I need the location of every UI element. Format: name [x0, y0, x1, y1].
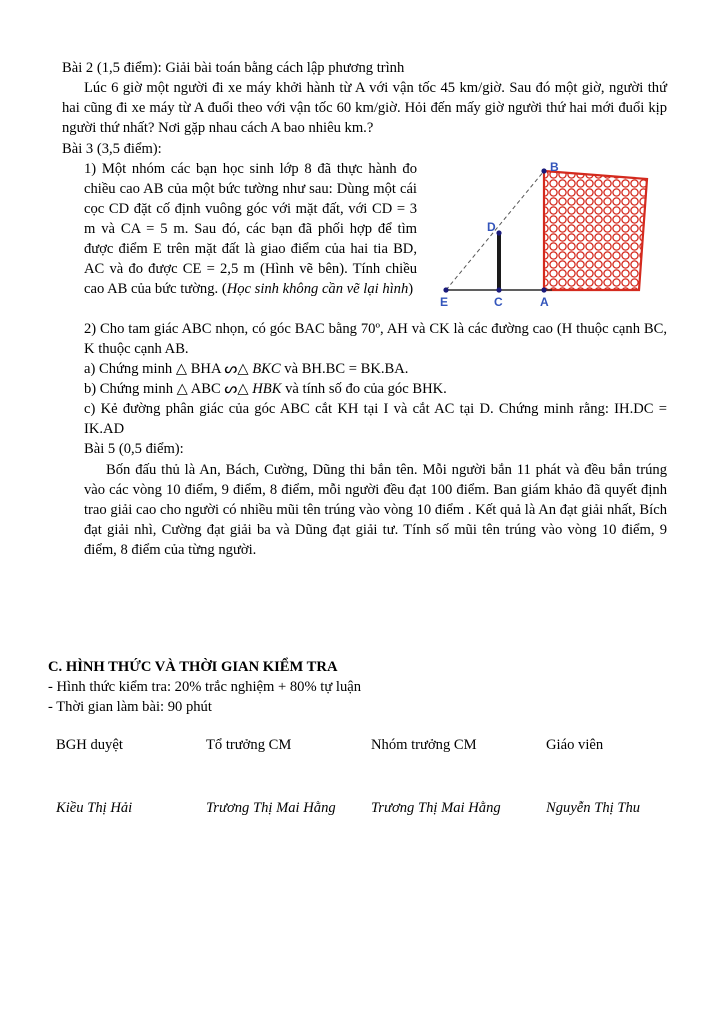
label-D: D: [487, 219, 496, 234]
point-B: [541, 168, 546, 173]
section-c-heading: C. HÌNH THỨC VÀ THỜI GIAN KIỂM TRA: [48, 659, 338, 675]
label-A: A: [540, 294, 549, 309]
label-E: E: [440, 294, 449, 309]
section-c-block: [48, 655, 678, 817]
point-D: [496, 230, 501, 235]
signature-name-giao-vien: Nguyễn Thị Thu: [546, 800, 641, 817]
bai2-heading: Bài 2 (1,5 điểm): Giải bài toán bằng cách lập phương trình: [62, 60, 405, 76]
geometry-figure: [432, 161, 667, 319]
bai5-heading: Bài 5 (0,5 điểm):: [84, 441, 184, 458]
bai3-part-a-italic: BKC: [252, 360, 281, 377]
bai3-part-a-pre: a) Chứng minh △ BHA ᔕ△: [84, 360, 253, 377]
wall-shape: [544, 171, 647, 290]
bai3-part-a: [62, 359, 667, 379]
point-E: [443, 287, 448, 292]
bai3-part-b: [62, 379, 667, 399]
signature-name-bgh: Kiều Thị Hải: [56, 800, 133, 817]
signature-role-nhom-truong: Nhóm trưởng CM: [371, 737, 477, 754]
bai3-part-c: c) Kẻ đường phân giác của góc ABC cắt KH tại I và cắt AC tại D. Chứng minh rằng: IH.DC = IK.AD: [84, 401, 667, 438]
signature-name-nhom-truong: Trương Thị Mai Hằng: [371, 800, 501, 817]
signature-role-giao-vien: Giáo viên: [546, 737, 604, 754]
bai2-body: Lúc 6 giờ một người đi xe máy khởi hành từ A với vận tốc 45 km/giờ. Sau đó một giờ, người thứ hai cũng đi xe máy từ A đuổi theo với vận tốc 60 km/giờ. Hỏi đến mấy giờ người thứ hai mới đuổi kịp người thứ nhất? Nơi gặp nhau cách A bao nhiêu km.?: [62, 80, 667, 137]
label-B: B: [550, 160, 559, 174]
signature-role-bgh: BGH duyệt: [56, 737, 123, 754]
label-C: C: [494, 294, 503, 309]
bai3-part1-block: [62, 159, 667, 319]
bai5-body: Bốn đấu thủ là An, Bách, Cường, Dũng thi bắn tên. Mỗi người bắn 11 phát và đều bắn trúng vào các vòng 10 điểm, 9 điểm, 8 điểm, mỗi người đều đạt 100 điểm. Ban giám khảo đã quyết định trao giải cao cho người có nhiều mũi tên trúng vào vòng 10 điểm . Kết quả là An đạt giải nhất, Bích đạt giải nhì, Cường đạt giải ba và Dũng đạt giải tư. Tính số mũi tên trúng vào vòng 10 điểm, 9 điểm, 8 điểm của từng người.: [84, 461, 667, 558]
signature-roles-row: [48, 737, 678, 754]
document-content: [62, 58, 667, 560]
geometry-figure-svg: [432, 161, 667, 319]
signature-role-to-truong: Tổ trưởng CM: [206, 737, 292, 754]
point-C: [496, 287, 501, 292]
bai3-part-b-pre: b) Chứng minh △ ABC ᔕ△: [84, 381, 253, 397]
bai3-part-b-italic: HBK: [252, 381, 282, 397]
bai3-part1-close: ): [408, 281, 414, 298]
section-c-line2: - Thời gian làm bài: 90 phút: [48, 699, 212, 716]
bai3-part-b-post: và tính số đo của góc BHK.: [281, 381, 447, 397]
signature-names-row: [48, 800, 678, 817]
bai3-part1-italic: Học sinh không cần vẽ lại hình: [226, 281, 409, 298]
bai3-part1-main: 1) Một nhóm các bạn học sinh lớp 8 đã thực hành đo chiều cao AB của một bức tường như sau: Dùng một cái cọc CD đặt cố định vuông góc với mặt đất, với CD = 3 m và CA = 5 m. Sau đó, các bạn đã phối hợp để tìm được điểm E trên mặt đất là giao điểm của hai tia BD, AC và đo được CE = 2,5 m (Hình vẽ bên). Tính chiều cao AB của bức tường. (: [84, 160, 417, 298]
signature-name-to-truong: Trương Thị Mai Hằng: [206, 800, 336, 817]
bai3-part2: 2) Cho tam giác ABC nhọn, có góc BAC bằng 70º, AH và CK là các đường cao (H thuộc cạnh BC, K thuộc cạnh AB.: [84, 320, 667, 357]
bai3-part-a-post: và BH.BC = BK.BA.: [280, 360, 409, 377]
bai3-heading: Bài 3 (3,5 điểm):: [62, 140, 162, 157]
point-A: [541, 287, 546, 292]
section-c-line1: - Hình thức kiểm tra: 20% trắc nghiệm + 80% tự luận: [48, 679, 362, 696]
